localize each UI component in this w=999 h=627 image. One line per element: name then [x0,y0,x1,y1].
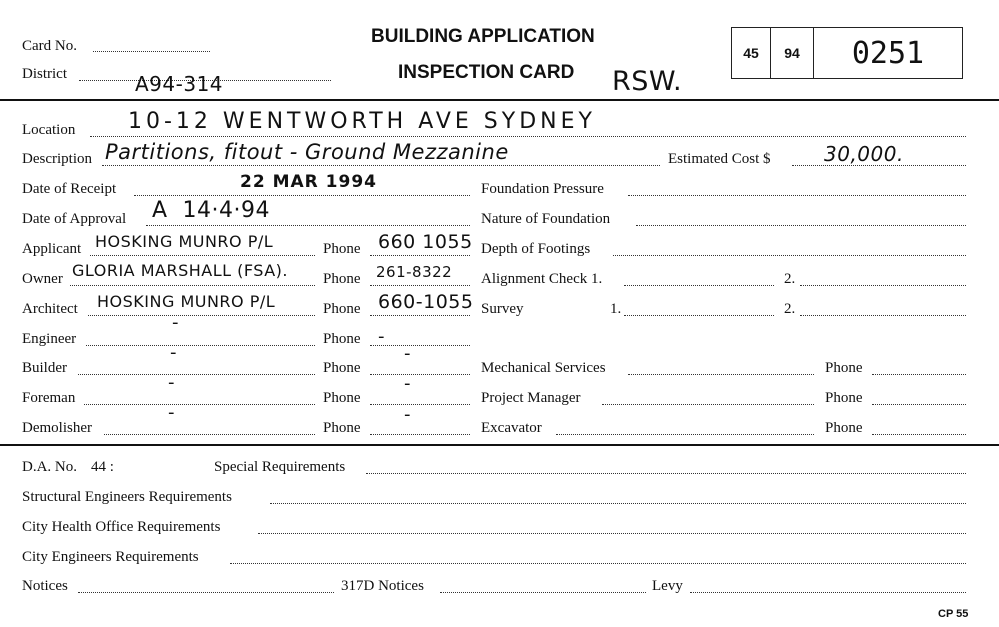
applicant-field[interactable] [90,255,315,256]
demolisher-label: Demolisher [22,420,92,436]
mechanical-phone-field[interactable] [872,374,966,375]
levy-label: Levy [652,578,683,594]
owner-phone-value: 261-8322 [376,263,453,281]
survey-2-label: 2. [784,301,796,317]
card-number-box [731,27,963,79]
architect-phone-value: 660-1055 [378,291,474,313]
card-number-cell-2: 94 [771,28,814,78]
foundation-pressure-field[interactable] [628,195,966,196]
description-label: Description [22,151,92,167]
survey-label: Survey [481,301,524,317]
card-number: 0251 [851,35,925,71]
builder-phone-dash: - [404,343,411,364]
city-engineers-requirements-label: City Engineers Requirements [22,549,199,565]
estimated-cost-label: Estimated Cost $ [668,151,771,167]
engineer-phone-dash: - [378,326,385,347]
depth-footings-label: Depth of Footings [481,241,591,257]
foreman-label: Foreman [22,390,76,406]
architect-phone-field[interactable] [370,315,470,316]
nature-foundation-label: Nature of Foundation [481,211,611,227]
notices-label: Notices [22,578,68,594]
project-manager-phone-label: Phone [825,390,863,406]
engineer-field[interactable] [86,345,315,346]
applicant-phone-field[interactable] [370,255,470,256]
demolisher-phone-label: Phone [323,420,361,436]
engineer-label: Engineer [22,331,77,347]
owner-field[interactable] [70,285,315,286]
special-requirements-label: Special Requirements [214,459,346,475]
owner-value: GLORIA MARSHALL (FSA). [72,261,289,280]
demolisher-field[interactable] [104,434,315,435]
notices-317d-label: 317D Notices [341,578,424,594]
da-no-value: 44 : [91,459,114,475]
survey-2-field[interactable] [800,315,966,316]
project-manager-label: Project Manager [481,390,581,406]
excavator-label: Excavator [481,420,542,436]
health-requirements-label: City Health Office Requirements [22,519,221,535]
project-manager-phone-field[interactable] [872,404,966,405]
date-receipt-label: Date of Receipt [22,181,117,197]
date-receipt-field[interactable] [134,195,470,196]
header-divider [0,99,999,101]
card-no-field[interactable] [93,51,210,52]
mechanical-services-field[interactable] [628,374,814,375]
location-label: Location [22,122,76,138]
mechanical-services-label: Mechanical Services [481,360,606,376]
builder-label: Builder [22,360,67,376]
architect-phone-label: Phone [323,301,361,317]
structural-requirements-field[interactable] [270,503,966,504]
card-number-cell-1: 45 [732,28,771,78]
foreman-phone-field[interactable] [370,404,470,405]
owner-label: Owner [22,271,63,287]
date-approval-value: A 14·4·94 [152,198,271,223]
inspector-initials: RSW. [612,66,683,97]
description-field[interactable] [102,165,660,166]
foreman-phone-dash: - [404,373,411,394]
excavator-phone-field[interactable] [872,434,966,435]
date-approval-label: Date of Approval [22,211,127,227]
demolisher-phone-dash: - [404,404,411,425]
architect-value: HOSKING MUNRO P/L [97,292,276,311]
demolisher-phone-field[interactable] [370,434,470,435]
engineer-dash: - [172,312,179,333]
owner-phone-field[interactable] [370,285,470,286]
form-code: CP 55 [938,608,969,620]
description-value: Partitions, fitout - Ground Mezzanine [105,140,509,164]
builder-dash: - [170,342,177,363]
date-receipt-stamp: 22 MAR 1994 [240,172,377,192]
survey-1-field[interactable] [624,315,774,316]
foreman-field[interactable] [84,404,315,405]
main-divider [0,444,999,446]
estimated-cost-value: 30,000. [824,142,904,166]
health-requirements-field[interactable] [258,533,966,534]
alignment-check-label: Alignment Check 1. [481,271,603,287]
date-approval-field[interactable] [146,225,470,226]
depth-footings-field[interactable] [613,255,966,256]
city-engineers-requirements-field[interactable] [230,563,966,564]
applicant-phone-label: Phone [323,241,361,257]
structural-requirements-label: Structural Engineers Requirements [22,489,232,505]
project-manager-field[interactable] [602,404,814,405]
alignment-check-2-field[interactable] [800,285,966,286]
foreman-dash: - [168,372,175,393]
location-field[interactable] [90,136,966,137]
engineer-phone-field[interactable] [370,345,470,346]
district-label: District [22,66,67,82]
notices-field[interactable] [78,592,334,593]
owner-phone-label: Phone [323,271,361,287]
location-value: 10-12 WENTWORTH AVE SYDNEY [128,109,596,134]
architect-label: Architect [22,301,78,317]
alignment-check-1-field[interactable] [624,285,774,286]
form-subtitle: INSPECTION CARD [398,62,575,83]
excavator-field[interactable] [556,434,814,435]
alignment-check-2-label: 2. [784,271,796,287]
da-no-label: D.A. No. [22,459,77,475]
applicant-value: HOSKING MUNRO P/L [95,232,274,251]
builder-phone-label: Phone [323,360,361,376]
applicant-label: Applicant [22,241,82,257]
mechanical-phone-label: Phone [825,360,863,376]
foundation-pressure-label: Foundation Pressure [481,181,604,197]
levy-field[interactable] [690,592,966,593]
builder-field[interactable] [78,374,315,375]
nature-foundation-field[interactable] [636,225,966,226]
builder-phone-field[interactable] [370,374,470,375]
demolisher-dash: - [168,402,175,423]
card-no-label: Card No. [22,38,77,54]
architect-field[interactable] [88,315,315,316]
excavator-phone-label: Phone [825,420,863,436]
special-requirements-field[interactable] [366,473,966,474]
form-title: BUILDING APPLICATION [371,26,595,47]
notices-317d-field[interactable] [440,592,646,593]
engineer-phone-label: Phone [323,331,361,347]
survey-1-label: 1. [610,301,622,317]
foreman-phone-label: Phone [323,390,361,406]
district-value: A94-314 [135,72,224,96]
applicant-phone-value: 660 1055 [378,231,473,253]
